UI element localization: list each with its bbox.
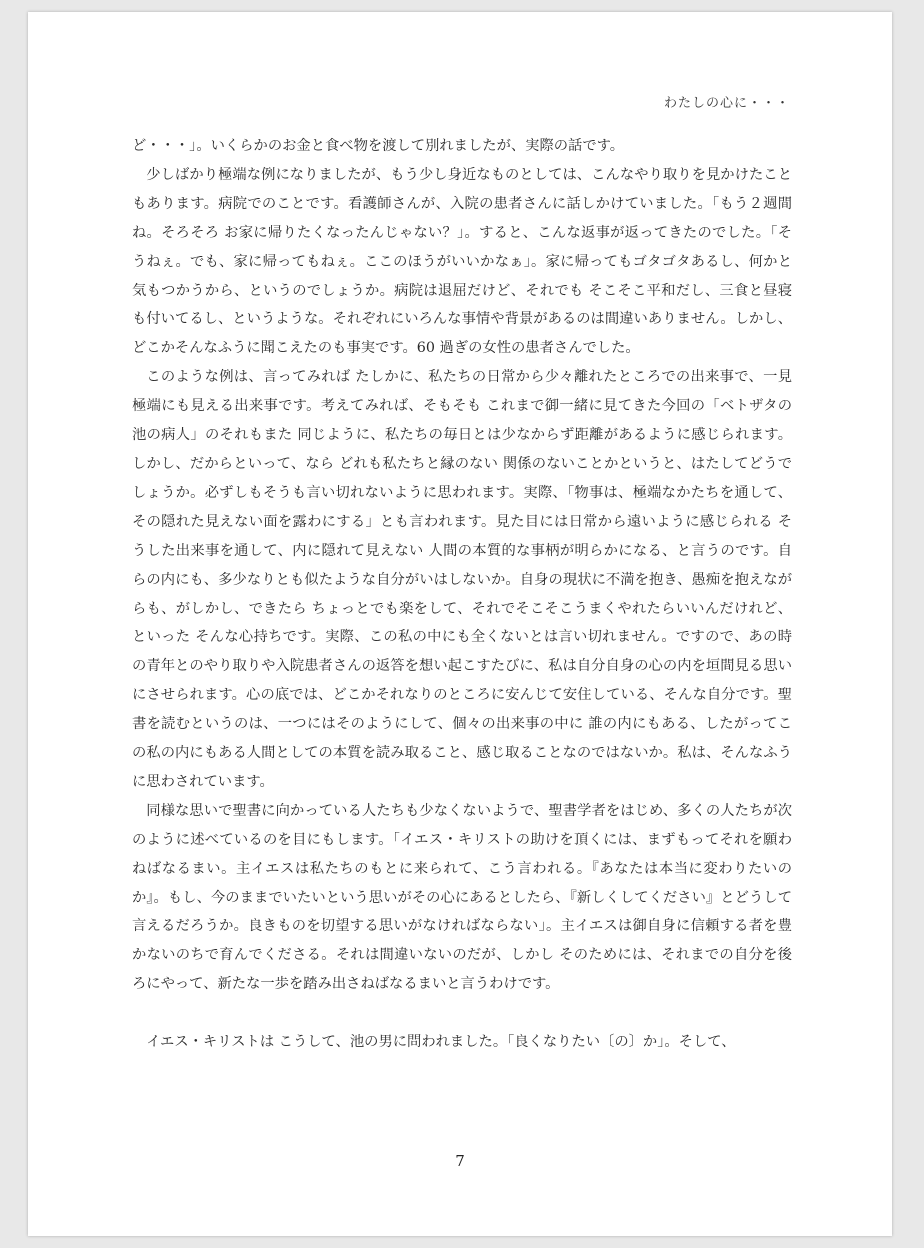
document-page — [28, 12, 892, 1236]
page-number: 7 — [455, 1152, 465, 1170]
paragraph-hospital-example: 少しばかり極端な例になりましたが、もう少し身近なものとしては、こんなやり取りを見かけたこともあります。病院でのことです。看護師さんが、入院の患者さんに話しかけていました。「もう２週間ね。そろそろ お家に帰りたくなったんじゃない？」。すると、こんな返事が返ってきたのでした。「そうねぇ。でも、家に帰ってもねぇ。ここのほうがいいかなぁ」。家に帰ってもゴタゴタあるし、何かと気もつかうから、というのでしょうか。病院は退屈だけど、それでも そこそこ平和だし、三食と昼寝も付いてるし、というような。それぞれにいろんな事情や背景があるのは間違いありません。しかし、どこかそんなふうに聞こえたのも事実です。60 過ぎの女性の患者さんでした。 — [132, 166, 792, 357]
paragraph-jesus-question: イエス・キリストは こうして、池の男に問われました。「良くなりたい〔の〕か」。そして、 — [146, 1034, 736, 1051]
paragraph-scholars-quote: 同様な思いで聖書に向かっている人たちも少なくないようで、聖書学者をはじめ、多くの人たちが次のように述べているのを目にもします。「イエス・キリストの助けを頂くには、まずもってそれを願わねばなるまい。主イエスは私たちのもとに来られて、こう言われる。『あなたは本当に変わりたいのか』。もし、今のままでいたいという思いがその心にあるとしたら、『新しくしてください』とどうして言えるだろうか。良きものを切望する思いがなければならない」。主イエスは御自身に信頼する者を豊かないのちで育んでくださる。それは間違いないのだが、しかし そのためには、それまでの自分を後ろにやって、新たな一歩を踏み出さねばなるまいと言うわけです。 — [132, 802, 792, 993]
paragraph-reflection: このような例は、言ってみれば たしかに、私たちの日常から少々離れたところでの出来事で、一見 極端にも見える出来事です。考えてみれば、そもそも これまで御一緒に見てきた今回の「ベトザタの池の病人」のそれもまた 同じように、私たちの毎日とは少なからず距離があるように感じられます。しかし、だからといって、なら どれも私たちと縁のない 関係のないことかというと、はたしてどうでしょうか。必ずしもそうも言い切れないように思われます。実際、「物事は、極端なかたちを通して、その隠れた見えない面を露わにする」とも言われます。見た目には日常から遠いように感じられる そうした出来事を通して、内に隠れて見えない 人間の本質的な事柄が明らかになる、と言うのです。自らの内にも、多少なりとも似たような自分がいはしないか。自身の現状に不満を抱き、愚痴を抱えながらも、がしかし、できたら ちょっとでも楽をして、それでそこそこうまくやれたらいいんだけれど、といった そんな心持ちです。実際、この私の中にも全くないとは言い切れません。ですので、あの時の青年とのやり取りや入院患者さんの返答を想い起こすたびに、私は自分自身の心の内を垣間見る思いにさせられます。心の底では、どこかそれなりのところに安んじて安住している、そんな自分です。聖書を読むというのは、一つにはそのようにして、個々の出来事の中に 誰の内にもある、したがってこの私の内にもある人間としての本質を読み取ること、感じ取ることなのではないか。私は、そんなふうに思わされています。 — [132, 369, 792, 790]
running-header: わたしの心に・・・ — [663, 96, 790, 111]
body-text — [132, 132, 792, 1057]
paragraph-continuation: ど・・・」。いくらかのお金と食べ物を渡して別れましたが、実際の話です。 — [132, 138, 625, 154]
